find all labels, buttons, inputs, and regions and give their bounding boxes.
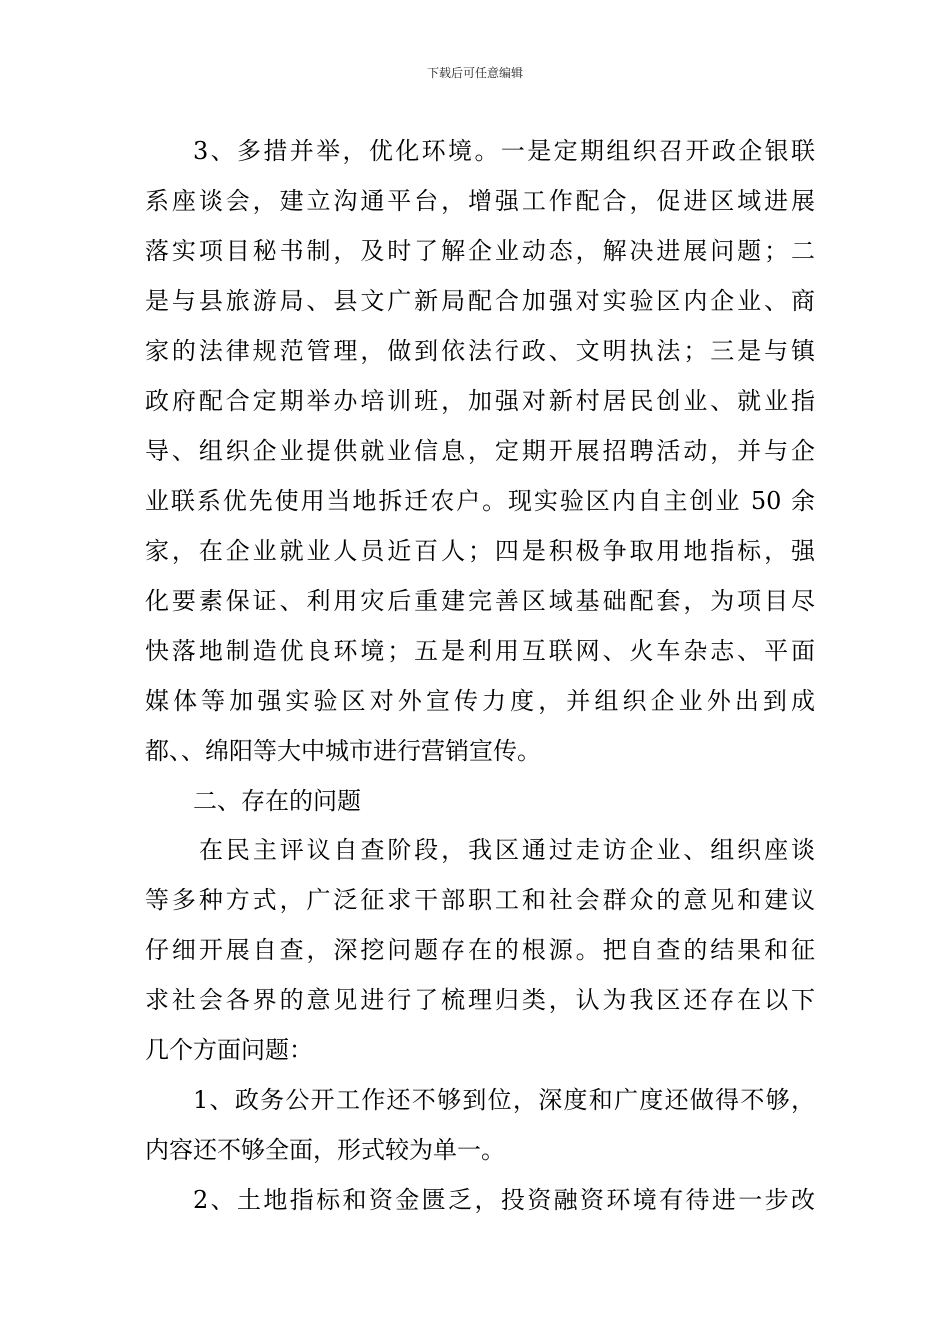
- text-line: 几个方面问题：: [145, 1036, 313, 1064]
- text-line: 仔细开展自查，深挖问题存在的根源。把自查的结果和征: [145, 936, 815, 964]
- text-line: 在民主评议自查阶段，我区通过走访企业、组织座谈: [199, 836, 815, 864]
- text-line: 二、存在的问题: [193, 787, 361, 815]
- text-line: 快落地制造优良环境；五是利用互联网、火车杂志、平面: [145, 637, 815, 665]
- text-line: 1、政务公开工作还不够到位，深度和广度还做得不够，: [193, 1086, 815, 1114]
- text-line: 家的法律规范管理，做到依法行政、文明执法；三是与镇: [145, 337, 815, 365]
- text-line: 业联系优先使用当地拆迁农户。现实验区内自主创业 50 余: [145, 487, 815, 515]
- text-line: 内容还不够全面，形式较为单一。: [145, 1136, 505, 1164]
- text-line: 求社会各界的意见进行了梳理归类，认为我区还存在以下: [145, 986, 815, 1014]
- text-line: 系座谈会，建立沟通平台，增强工作配合，促进区域进展: [145, 187, 815, 215]
- text-line: 2、土地指标和资金匮乏，投资融资环境有待进一步改: [193, 1186, 815, 1214]
- text-line: 是与县旅游局、县文广新局配合加强对实验区内企业、商: [145, 287, 815, 315]
- text-line: 都、、绵阳等大中城市进行营销宣传。: [145, 737, 541, 765]
- text-line: 政府配合定期举办培训班，加强对新村居民创业、就业指: [145, 387, 815, 415]
- text-line: 落实项目秘书制，及时了解企业动态，解决进展问题；二: [145, 237, 815, 265]
- page-header: 下载后可任意编辑: [426, 66, 523, 80]
- text-line: 等多种方式，广泛征求干部职工和社会群众的意见和建议: [145, 886, 815, 914]
- text-line: 化要素保证、利用灾后重建完善区域基础配套，为项目尽: [145, 587, 815, 615]
- text-line: 3、多措并举，优化环境。一是定期组织召开政企银联: [193, 137, 815, 165]
- text-line: 家，在企业就业人员近百人；四是积极争取用地指标，强: [145, 537, 815, 565]
- text-line: 导、组织企业提供就业信息，定期开展招聘活动，并与企: [145, 437, 815, 465]
- text-line: 媒体等加强实验区对外宣传力度，并组织企业外出到成: [145, 687, 815, 715]
